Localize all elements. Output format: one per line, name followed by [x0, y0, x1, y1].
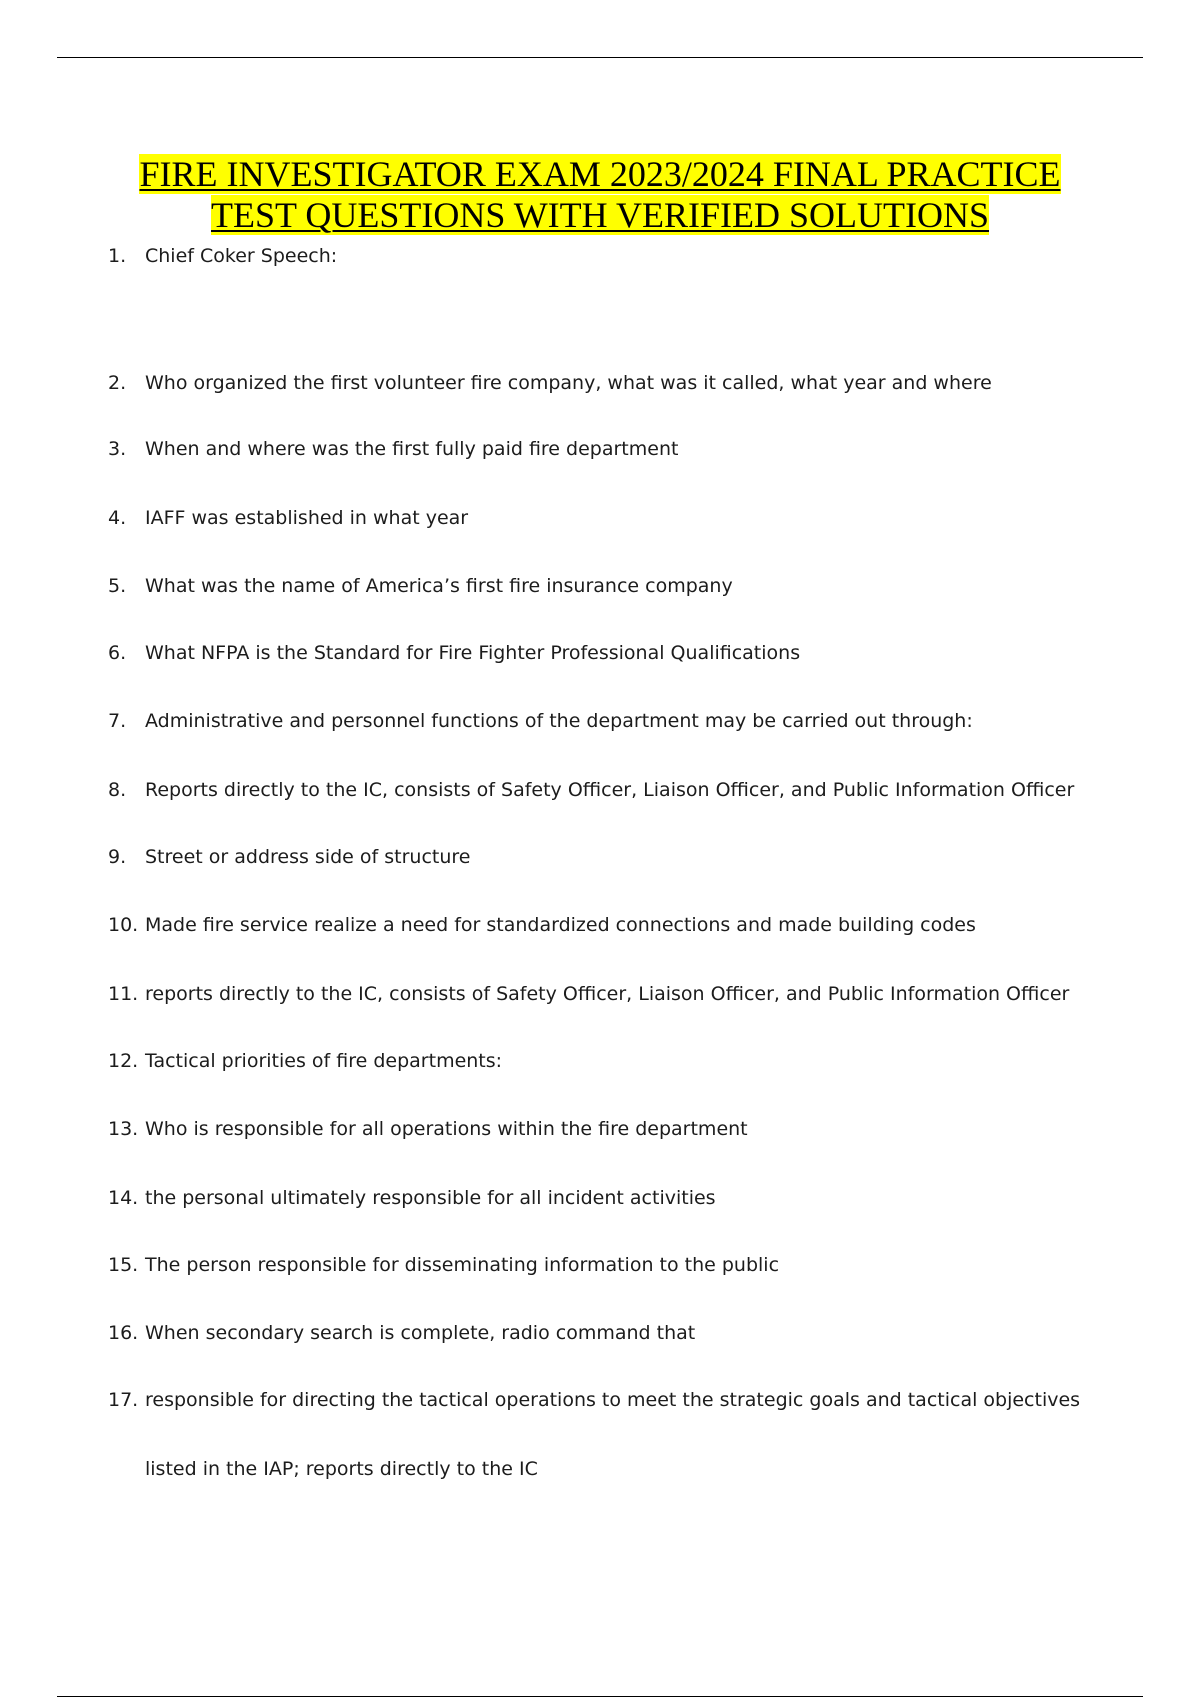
question-item [108, 846, 1108, 868]
question-item [108, 983, 1108, 1005]
question-text: Who is responsible for all operations within the fire department [145, 1118, 748, 1140]
question-number: 2. [108, 372, 127, 394]
question-text: Reports directly to the IC, consists of Safety Officer, Liaison Officer, and Public Information Officer [145, 779, 1075, 801]
question-text: What NFPA is the Standard for Fire Fighter Professional Qualifications [145, 642, 801, 664]
question-text: responsible for directing the tactical operations to meet the strategic goals and tactical objectives [145, 1389, 1081, 1411]
question-text: reports directly to the IC, consists of Safety Officer, Liaison Officer, and Public Information Officer [145, 983, 1070, 1005]
question-item [108, 1187, 1108, 1209]
question-number: 15. [108, 1254, 139, 1276]
question-text: the personal ultimately responsible for all incident activities [145, 1187, 716, 1209]
question-number: 1. [108, 245, 127, 267]
question-item [108, 1050, 1108, 1072]
question-number: 9. [108, 846, 127, 868]
question-number: 4. [108, 507, 127, 529]
title-line-2: TEST QUESTIONS WITH VERIFIED SOLUTIONS [211, 195, 989, 235]
question-number: 17. [108, 1389, 139, 1411]
bottom-rule [57, 1696, 1143, 1697]
question-text: Tactical priorities of fire departments: [145, 1050, 503, 1072]
question-text: Made fire service realize a need for standardized connections and made building codes [145, 914, 976, 936]
question-item [108, 914, 1108, 936]
question-item [108, 1118, 1108, 1140]
question-number: 8. [108, 779, 127, 801]
question-item [108, 507, 1108, 529]
title-line-1: FIRE INVESTIGATOR EXAM 2023/2024 FINAL PRACTICE [139, 154, 1061, 194]
question-text: Who organized the first volunteer fire company, what was it called, what year and where [145, 372, 992, 394]
question-number: 6. [108, 642, 127, 664]
question-item [108, 372, 1108, 394]
question-text: What was the name of America’s first fire insurance company [145, 575, 733, 597]
question-item [108, 575, 1108, 597]
question-item [108, 1254, 1108, 1276]
question-item [108, 710, 1108, 732]
question-number: 13. [108, 1118, 139, 1140]
question-text: IAFF was established in what year [145, 507, 469, 529]
question-text: Street or address side of structure [145, 846, 471, 868]
question-number: 10. [108, 914, 139, 936]
question-number: 5. [108, 575, 127, 597]
question-number: 12. [108, 1050, 139, 1072]
question-number: 16. [108, 1322, 139, 1344]
document-title [80, 154, 1120, 236]
question-number: 14. [108, 1187, 139, 1209]
question-number: 7. [108, 710, 127, 732]
top-rule [57, 57, 1143, 58]
question-text: When and where was the first fully paid fire department [145, 438, 679, 460]
question-item [108, 245, 1108, 267]
question-item [108, 1389, 1108, 1411]
question-item [108, 779, 1108, 801]
question-number: 11. [108, 983, 139, 1005]
question-item [108, 642, 1108, 664]
question-number: 3. [108, 438, 127, 460]
question-item [108, 1322, 1108, 1344]
question-continuation: listed in the IAP; reports directly to the IC [145, 1458, 538, 1480]
question-text: Administrative and personnel functions of the department may be carried out through: [145, 710, 973, 732]
question-text: The person responsible for disseminating information to the public [145, 1254, 780, 1276]
question-text: Chief Coker Speech: [145, 245, 338, 267]
question-item [108, 438, 1108, 460]
question-text: When secondary search is complete, radio command that [145, 1322, 696, 1344]
